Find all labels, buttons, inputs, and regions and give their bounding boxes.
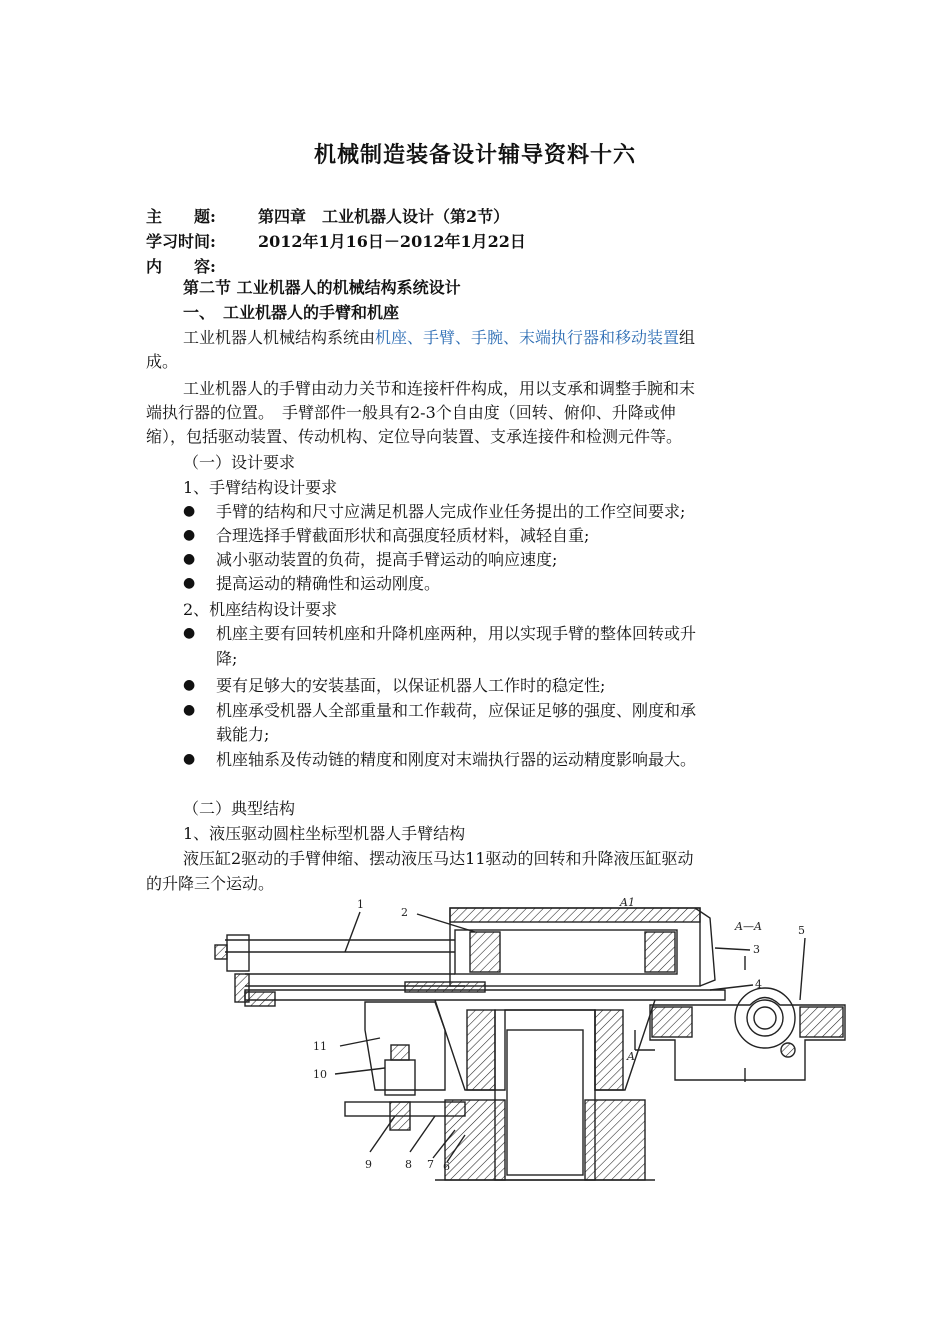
bullet-icon: ● <box>183 503 196 519</box>
para1-line2: 成。 <box>146 352 179 371</box>
para1-line1 <box>183 326 695 350</box>
base-bullet-line1: 机座轴系及传动链的精度和刚度对末端执行器的运动精度影响最大。 <box>216 750 697 769</box>
para1-suffix: 组 <box>679 328 696 347</box>
label-8: 8 <box>405 1158 412 1171</box>
label-section: A—A <box>735 920 762 933</box>
typical-heading: （二）典型结构 <box>183 799 296 818</box>
time-value: 2012年1月16日－2012年1月22日 <box>258 232 526 251</box>
para2-line3: 缩），包括驱动装置、传动机构、定位导向装置、支承连接件和检测元件等。 <box>146 427 683 446</box>
para1-prefix: 工业机器人机械结构系统由 <box>183 328 376 347</box>
base-bullet-line1: 机座主要有回转机座和升降机座两种，用以实现手臂的整体回转或升 <box>216 624 697 643</box>
bullet-icon: ● <box>183 551 196 567</box>
subsection-heading: 一、 工业机器人的手臂和机座 <box>183 303 400 322</box>
bullet-icon: ● <box>183 575 196 591</box>
design-req-heading: （一）设计要求 <box>183 453 296 472</box>
label-7: 7 <box>427 1158 434 1171</box>
bullet-icon: ● <box>183 702 196 718</box>
para3-line1: 液压缸2驱动的手臂伸缩、摆动液压马达11驱动的回转和升降液压缸驱动 <box>183 849 694 868</box>
label-10: 10 <box>313 1068 327 1081</box>
bullet-icon: ● <box>183 751 196 767</box>
label-11: 11 <box>313 1040 327 1053</box>
label-3: 3 <box>753 943 760 956</box>
hydraulic-heading: 1、液压驱动圆柱坐标型机器人手臂结构 <box>183 824 466 843</box>
time-label: 学习时间: <box>146 232 216 251</box>
page-title: 机械制造装备设计辅导资料十六 <box>313 142 636 168</box>
base-bullet-line1: 要有足够大的安装基面，以保证机器人工作时的稳定性; <box>216 676 606 695</box>
para2-line2: 端执行器的位置。 手臂部件一般具有2-3个自由度（回转、俯仰、升降或伸 <box>146 403 676 422</box>
label-4: 4 <box>755 978 762 991</box>
label-1: 1 <box>357 898 364 911</box>
arm-bullet: 手臂的结构和尺寸应满足机器人完成作业任务提出的工作空间要求; <box>216 502 686 521</box>
section-view-a-a <box>650 956 845 1082</box>
base-req-heading: 2、机座结构设计要求 <box>183 600 338 619</box>
bullet-icon: ● <box>183 625 196 641</box>
topic-label: 主 题: <box>146 207 216 226</box>
label-5: 5 <box>798 924 805 937</box>
label-a1: A1 <box>620 896 635 909</box>
bullet-icon: ● <box>183 677 196 693</box>
hydraulic-arm-diagram <box>205 890 855 1190</box>
label-9: 9 <box>365 1158 372 1171</box>
arm-bullet: 合理选择手臂截面形状和高强度轻质材料，减轻自重; <box>216 526 590 545</box>
arm-req-heading: 1、手臂结构设计要求 <box>183 478 338 497</box>
para3-line2: 的升降三个运动。 <box>146 874 275 893</box>
arm-bullet: 减小驱动装置的负荷，提高手臂运动的响应速度; <box>216 550 558 569</box>
base-bullet-line2: 降; <box>216 649 238 668</box>
para2-line1: 工业机器人的手臂由动力关节和连接杆件构成，用以支承和调整手腕和末 <box>183 379 696 398</box>
topic-row <box>146 204 509 227</box>
time-row <box>146 229 526 252</box>
content-label: 内 容: <box>146 257 216 276</box>
base-bullet-line1: 机座承受机器人全部重量和工作载荷，应保证足够的强度、刚度和承 <box>216 701 697 720</box>
label-2: 2 <box>401 906 408 919</box>
topic-value: 第四章 工业机器人设计（第2节） <box>258 207 510 226</box>
label-6: 6 <box>443 1160 450 1173</box>
base-bullet-line2: 载能力; <box>216 725 270 744</box>
content-row <box>146 254 258 277</box>
bullet-icon: ● <box>183 527 196 543</box>
arm-bullet: 提高运动的精确性和运动刚度。 <box>216 574 441 593</box>
para1-highlight: 机座、手臂、手腕、末端执行器和移动装置 <box>375 328 680 347</box>
section-heading: 第二节 工业机器人的机械结构系统设计 <box>183 278 461 297</box>
label-a-arrow: A <box>627 1050 635 1063</box>
